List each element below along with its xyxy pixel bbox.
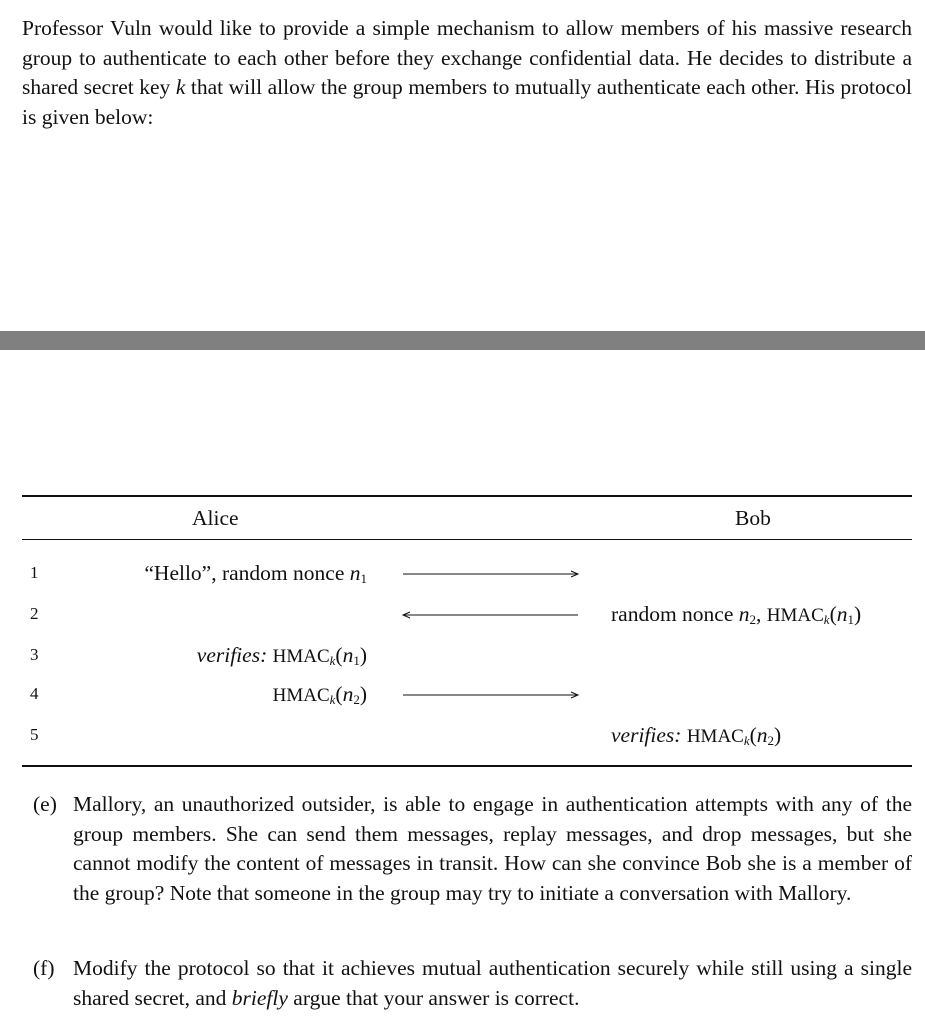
column-header-alice: Alice: [192, 506, 239, 530]
table-row: [0, 640, 925, 670]
separator-bar: [0, 331, 925, 350]
table-row: [0, 720, 925, 750]
arrow-right-icon: [403, 693, 578, 697]
arrow-right-icon: [403, 572, 578, 576]
alice-message: “Hello”, random nonce $n_1$: [144, 561, 367, 586]
column-header-bob: Bob: [735, 506, 771, 530]
table-top-rule: [22, 495, 912, 497]
question-f: [33, 954, 912, 1013]
table-bottom-rule: [22, 765, 912, 767]
alice-verification: verifies: $HMAC_k(n_1)$: [196, 643, 367, 668]
intro-paragraph: [22, 14, 912, 132]
alice-message: $HMAC_k(n_2)$: [272, 682, 367, 707]
step-number: 3: [30, 645, 39, 664]
question-e: [33, 790, 912, 908]
question-label: (e): [33, 792, 57, 816]
intro-key-symbol: k: [175, 75, 186, 99]
intro-text-part2: that will allow the group members to mutually authenticate each other. His protocol is given below:: [22, 75, 912, 129]
question-text: Mallory, an unauthorized outsider, is able to engage in authentication attempts with any of the group members. She can send them messages, replay messages, and drop messages, but she cannot modify the content of messages in transit. How can she convince Bob she is a member of the group? Note that someone in the group may try to initiate a conversation with Mallory.: [73, 792, 912, 905]
table-row: [0, 599, 925, 629]
step-number: 4: [30, 684, 39, 703]
question-label: (f): [33, 956, 55, 980]
step-number: 1: [30, 563, 39, 582]
table-row: [0, 558, 925, 588]
table-row: [0, 679, 925, 709]
step-number: 5: [30, 725, 39, 744]
arrow-left-icon: [403, 613, 578, 617]
bob-message: random nonce $n_2$, $HMAC_k(n_1)$: [611, 602, 862, 627]
bob-verification: verifies: $HMAC_k(n_2)$: [611, 723, 782, 748]
table-header-rule: [22, 539, 912, 540]
step-number: 2: [30, 604, 39, 623]
intro-text-part1: Professor Vuln would like to provide a simple mechanism to allow members of his massive research group to authenticate to each other before they exchange confidential data. He decides to distribute a shared secret key: [22, 16, 912, 99]
question-text: Modify the protocol so that it achieves mutual authentication securely while still using a single shared secret, and briefly argue that your answer is correct.: [73, 956, 912, 1010]
